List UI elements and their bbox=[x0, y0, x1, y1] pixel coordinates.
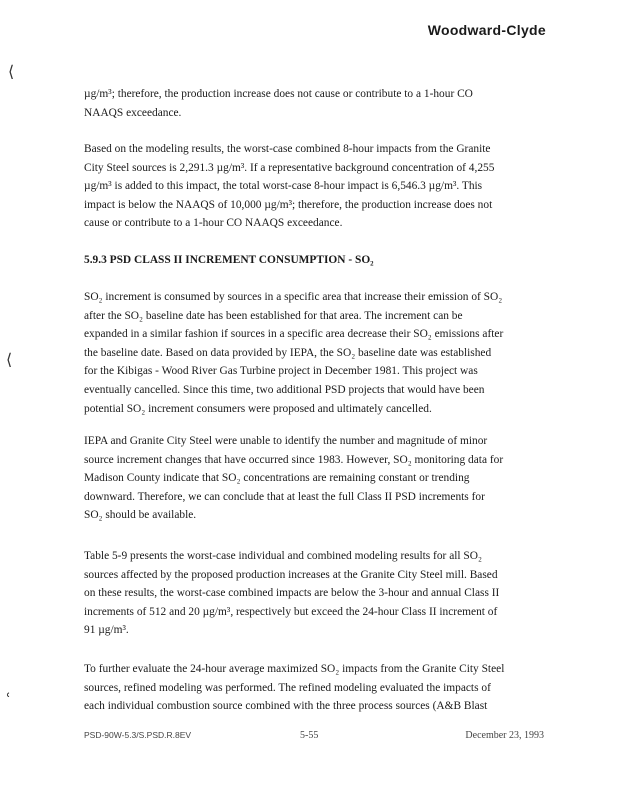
text-line: SO₂ increment is consumed by sources in a specific area that increase their emission of SO₂ bbox=[84, 291, 503, 303]
paragraph-monitoring bbox=[84, 432, 542, 525]
text-line: IEPA and Granite City Steel were unable to identify the number and magnitude of minor bbox=[84, 435, 488, 447]
text-line: Based on the modeling results, the worst-case combined 8-hour impacts from the Granite bbox=[84, 143, 491, 155]
footer-page-number: 5-55 bbox=[300, 730, 319, 741]
footer-document-code: PSD-90W-5.3/S.PSD.R.8EV bbox=[84, 730, 192, 740]
paragraph-refined-modeling bbox=[84, 660, 542, 716]
text-line: on these results, the worst-case combined impacts are below the 3-hour and annual Class II bbox=[84, 587, 500, 600]
text-line: NAAQS exceedance. bbox=[84, 106, 182, 119]
paragraph-so2-increment bbox=[84, 288, 542, 418]
text-line: eventually cancelled. Since this time, two additional PSD projects that would have been bbox=[84, 383, 485, 396]
text-line: µg/m³ is added to this impact, the total worst-case 8-hour impact is 6,546.3 µg/m³. This bbox=[84, 180, 483, 193]
margin-bracket-mark: ⟨ bbox=[8, 62, 15, 81]
text-line: the baseline date. Based on data provided by IEPA, the SO₂ baseline date was established bbox=[84, 346, 492, 359]
text-line: 91 µg/m³. bbox=[84, 624, 129, 637]
paragraph-table-5-9 bbox=[84, 547, 542, 640]
text-line: source increment changes that have occurred since 1983. However, SO₂ monitoring data for bbox=[84, 453, 504, 466]
section-heading: 5.9.3 PSD CLASS II INCREMENT CONSUMPTION - SO₂ bbox=[84, 254, 374, 266]
text-line: potential SO₂ increment consumers were proposed and ultimately cancelled. bbox=[84, 402, 432, 415]
text-line: downward. Therefore, we can conclude that at least the full Class II PSD increments for bbox=[84, 490, 485, 503]
text-line: Madison County indicate that SO₂ concentrations are remaining constant or trending bbox=[84, 472, 470, 485]
text-line: expanded in a similar fashion if sources in a specific area decrease their SO₂ emissions after bbox=[84, 328, 504, 341]
text-line: increments of 512 and 20 µg/m³, respectively but exceed the 24-hour Class II increment of bbox=[84, 605, 498, 618]
text-line: cause or contribute to a 1-hour CO NAAQS exceedance. bbox=[84, 217, 343, 230]
paragraph-co-1hour bbox=[84, 85, 542, 122]
text-line: each individual combustion source combined with the three process sources (A&B Blast bbox=[84, 700, 488, 713]
text-line: µg/m³; therefore, the production increase does not cause or contribute to a 1-hour CO bbox=[84, 88, 473, 100]
footer-date: December 23, 1993 bbox=[465, 730, 544, 741]
text-line: for the Kibigas - Wood River Gas Turbine project in December 1981. This project was bbox=[84, 365, 478, 378]
text-line: impact is below the NAAQS of 10,000 µg/m³; therefore, the production increase does not bbox=[84, 198, 493, 211]
text-line: To further evaluate the 24-hour average maximized SO₂ impacts from the Granite City Steel bbox=[84, 663, 505, 675]
text-line: after the SO₂ baseline date has been established for that area. The increment can be bbox=[84, 309, 463, 322]
margin-bracket-mark: ⟨ bbox=[6, 350, 13, 369]
text-line: sources, refined modeling was performed. The refined modeling evaluated the impacts of bbox=[84, 681, 491, 694]
text-line: sources affected by the proposed production increases at the Granite City Steel mill. Based bbox=[84, 568, 498, 581]
text-line: City Steel sources is 2,291.3 µg/m³. If a representative background concentration of 4,255 bbox=[84, 161, 495, 174]
paragraph-co-8hour bbox=[84, 140, 542, 233]
text-line: Table 5-9 presents the worst-case individual and combined modeling results for all SO₂ bbox=[84, 550, 482, 562]
margin-bracket-mark: ʿ bbox=[6, 690, 11, 709]
company-header: Woodward-Clyde bbox=[427, 22, 546, 38]
text-line: SO₂ should be available. bbox=[84, 509, 197, 522]
